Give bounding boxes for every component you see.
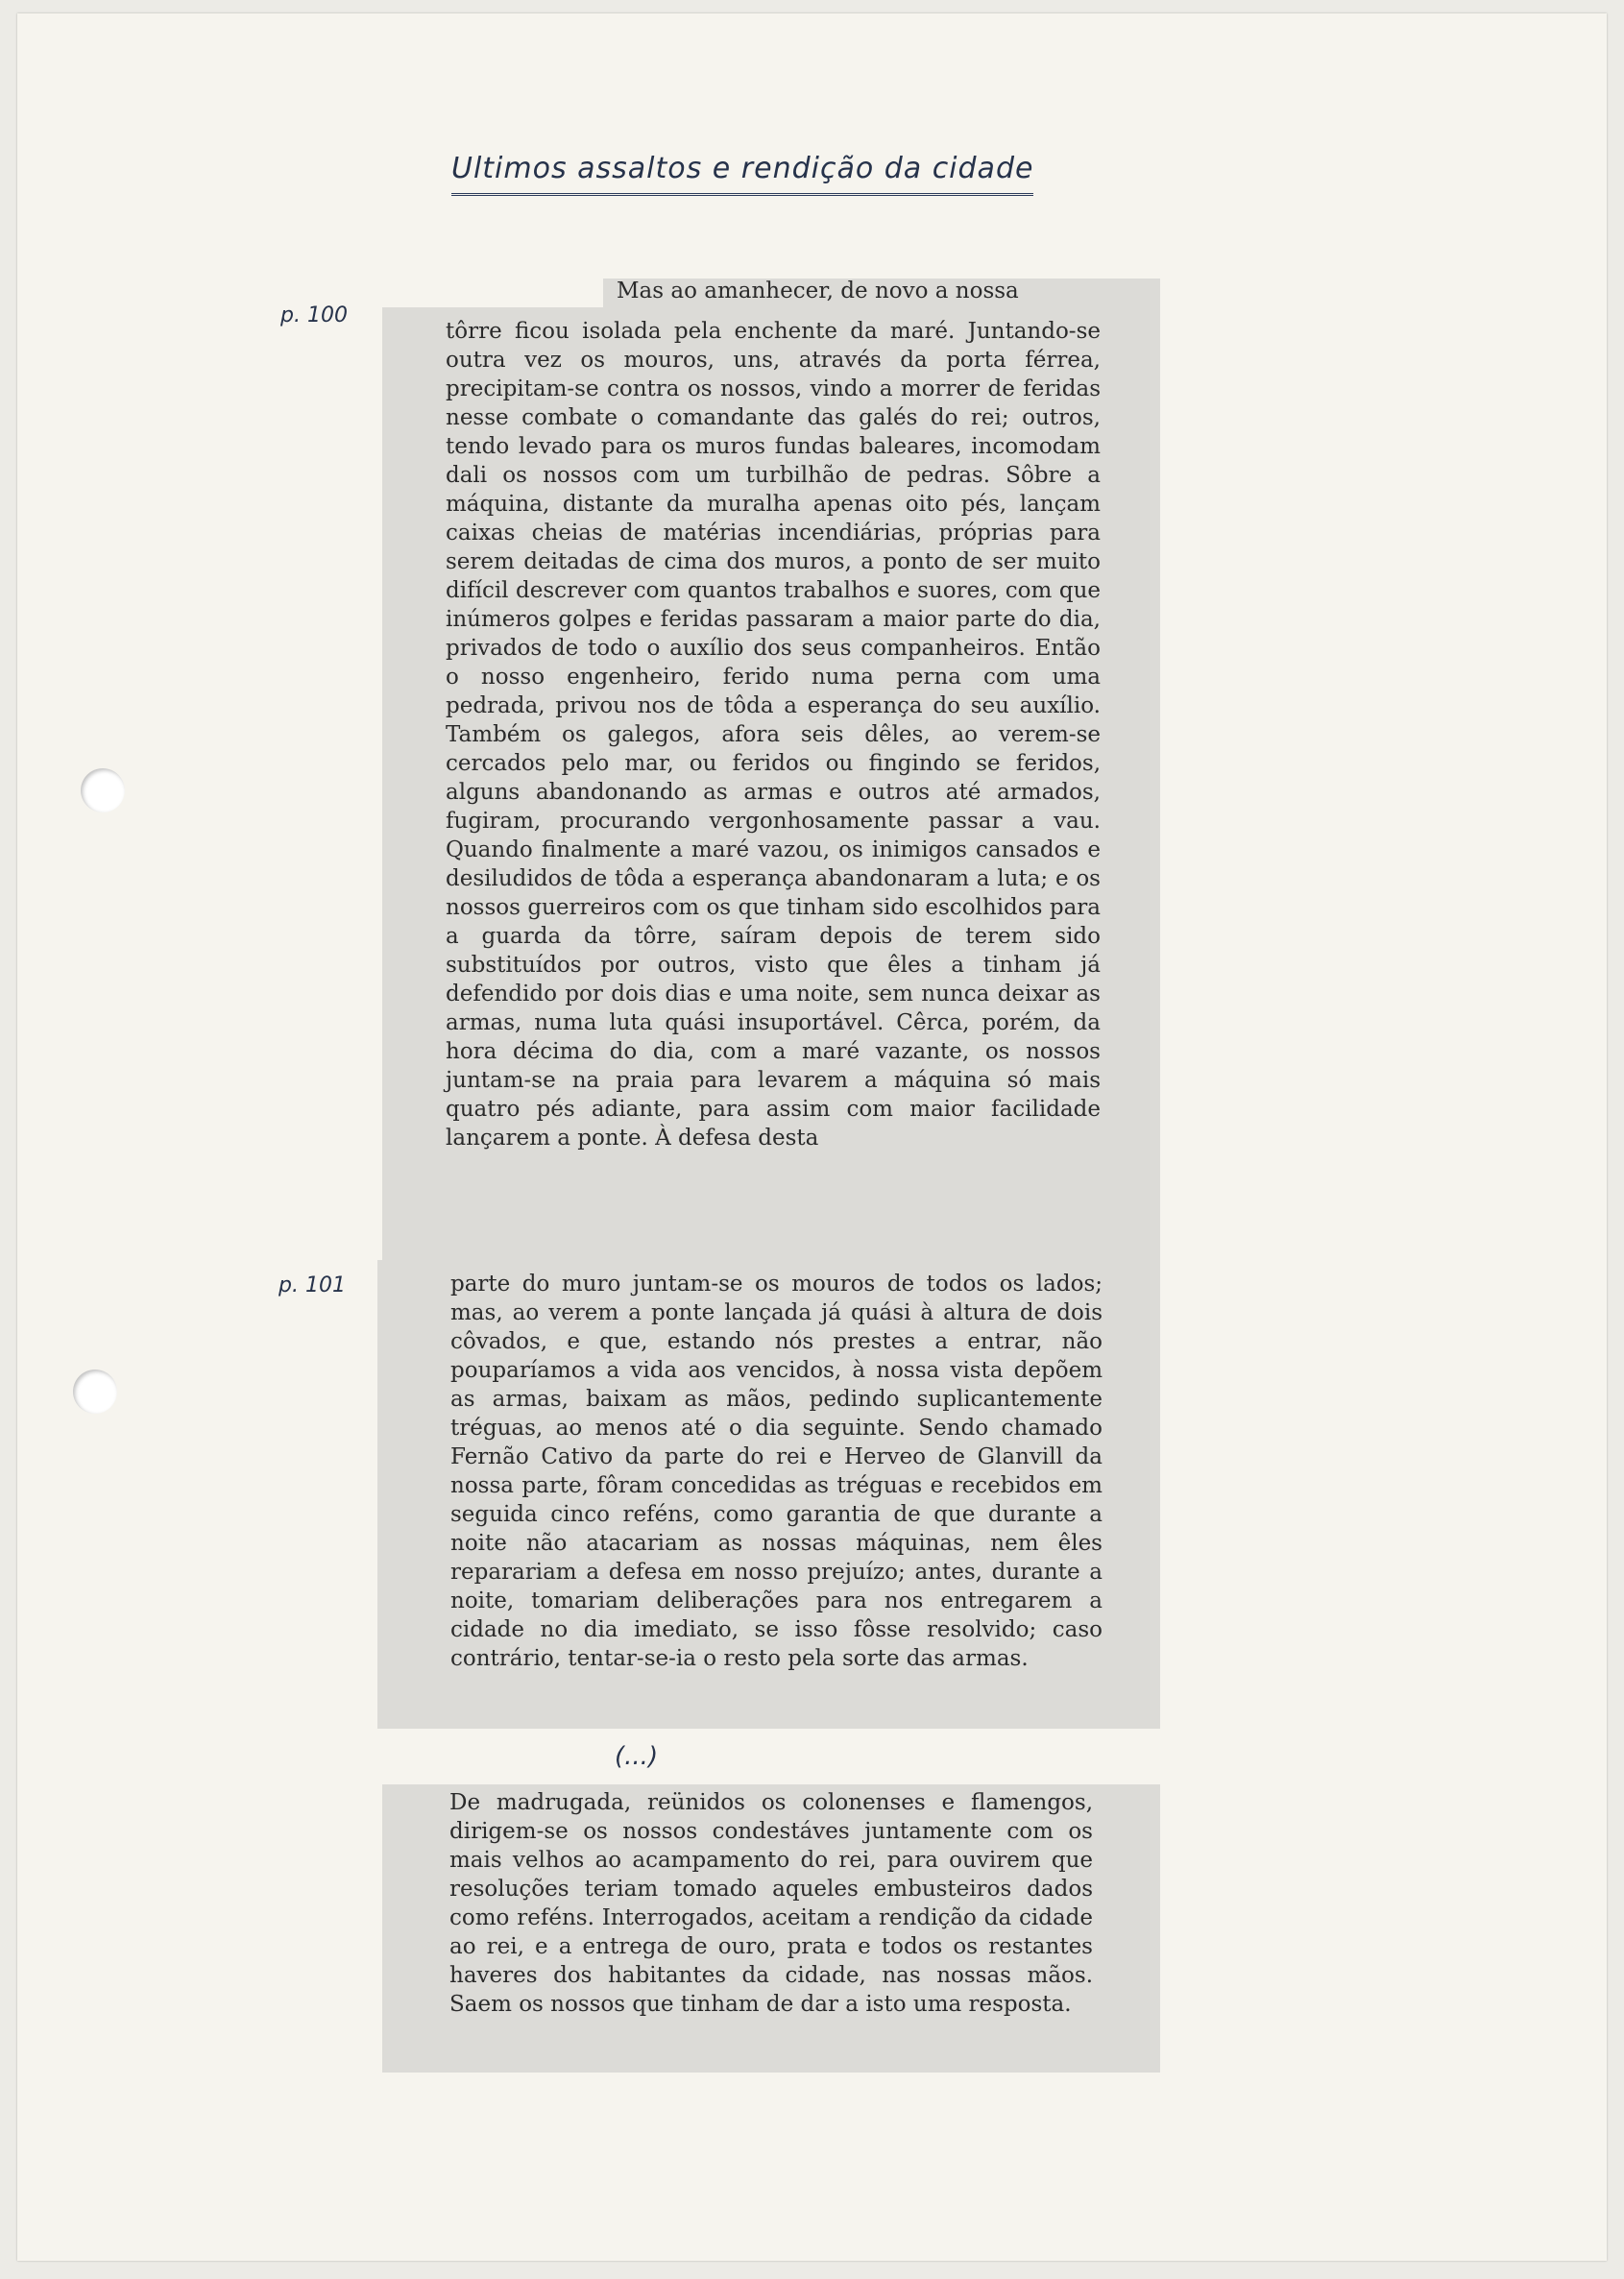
handwritten-title: Ultimos assaltos e rendição da cidade [451, 152, 1033, 196]
clipping-1-text: tôrre ficou isolada pela enchente da maré. Juntando-se outra vez os mouros, uns, através da porta férrea, precipitam-se contra os nossos, vindo a morrer de feridas nesse combate o comandante das galés do rei; outros, tendo levado para os muros fundas baleares, incomodam dali os nossos com um turbilhão de pedras. Sôbre a máquina, distante da muralha apenas oito pés, lançam caixas cheias de matérias incendiárias, próprias para serem deitadas de cima dos muros, a ponto de ser muito difícil descrever com quantos trabalhos e suores, com que inúmeros golpes e feridas passaram a maior parte do dia, privados de todo o auxílio dos seus companheiros. Então o nosso engenheiro, ferido numa perna com uma pedrada, privou nos de tôda a esperança do seu auxílio. Também os galegos, afora seis dêles, ao verem-se cercados pelo mar, ou feridos ou fingindo se feridos, alguns abandonando as armas e outros até armados, fugiram, procurando vergonhosamente passar a vau. Quando finalmente a maré vazou, os inimigos cansados e desiludidos de tôda a esperança abandonaram a luta; e os nossos guerreiros com os que tinham sido escolhidos para a guarda da tôrre, saíram depois de terem sido substituídos por outros, visto que êles a tinham já defendido por dois dias e uma noite, sem nunca deixar as armas, numa luta quási insuportável. Cêrca, porém, da hora décima do dia, com a maré vazante, os nossos juntam-se na praia para levarem a máquina só mais quatro pés adiante, para assim com maior facilidade lançarem a ponte. À defesa desta [446, 319, 1101, 1151]
newspaper-clipping-2 [377, 1260, 1160, 1729]
newspaper-clipping-3 [382, 1784, 1160, 2073]
clipping-3-text: De madrugada, reünidos os colonenses e flamengos, dirigem-se os nossos condestáves juntamente com os mais velhos ao acampamento do rei, para ouvirem que resoluções teriam tomado aqueles embusteiros dados como reféns. Interrogados, aceitam a rendição da cidade ao rei, e a entrega de ouro, prata e todos os restantes haveres dos habitantes da cidade, nas nossas mãos. Saem os nossos que tinham de dar a isto uma resposta. [449, 1790, 1093, 2017]
punch-hole-upper [81, 768, 125, 812]
punch-hole-lower [73, 1370, 117, 1414]
page-mark-100: p. 100 [280, 303, 348, 327]
clipping-1-first-line: Mas ao amanhecer, de novo a nossa [617, 279, 1019, 303]
clipping-2-text: parte do muro juntam-se os mouros de todos os lados; mas, ao verem a ponte lançada já quási à altura de dois côvados, e que, estando nós prestes a entrar, não pouparíamos a vida aos vencidos, à nossa vista depõem as armas, baixam as mãos, pedindo suplicantemente tréguas, ao menos até o dia seguinte. Sendo chamado Fernão Cativo da parte do rei e Herveo de Glanvill da nossa parte, fôram concedidas as tréguas e recebidos em seguida cinco reféns, como garantia de que durante a noite não atacariam as nossas máquinas, nem êles reparariam a defesa em nosso prejuízo; antes, durante a noite, tomariam deliberações para nos entregarem a cidade no dia imediato, se isso fôsse resolvido; caso contrário, tentar-se-ia o resto pela sorte das armas. [450, 1272, 1103, 1671]
newspaper-clipping-1 [382, 307, 1160, 1260]
handwritten-ellipsis: (...) [615, 1742, 659, 1771]
page-mark-101: p. 101 [279, 1273, 346, 1297]
